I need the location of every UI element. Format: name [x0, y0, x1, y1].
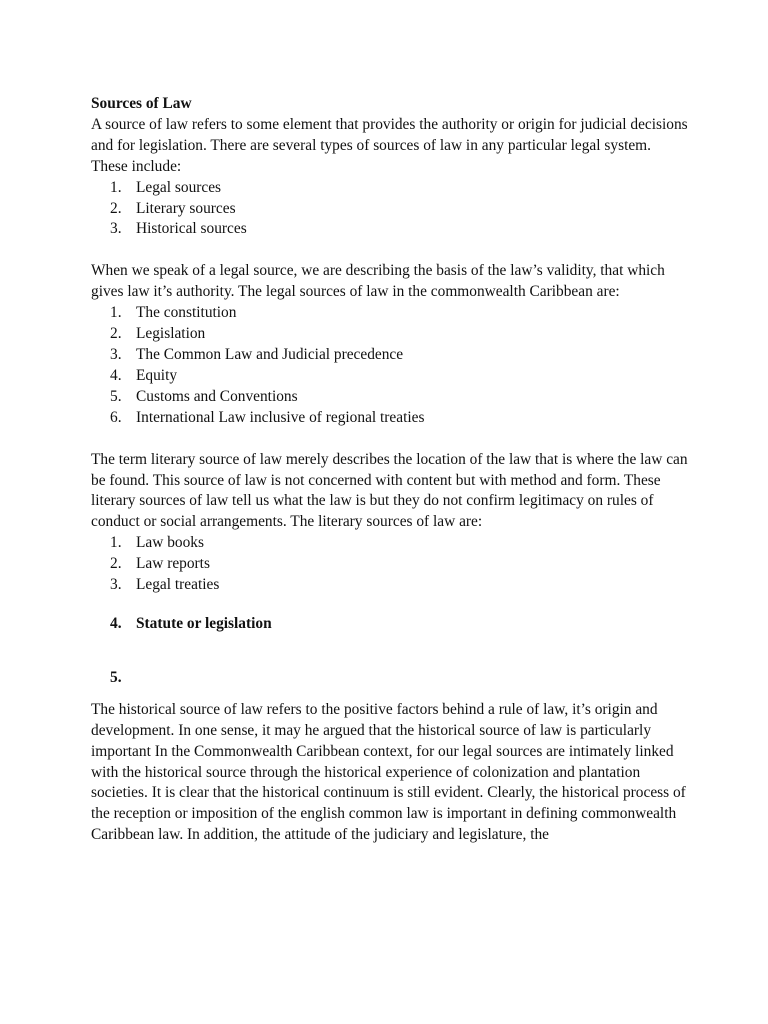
bold-list [91, 614, 691, 635]
list-item: 1. Legal sources [110, 178, 222, 196]
legal-source-paragraph: When we speak of a legal source, we are describing the basis of the law’s validity, that which gives law it’s authority. The legal sources of law in the commonwealth Caribbean are: [91, 262, 665, 301]
section-title: Sources of Law [91, 95, 192, 112]
list-item: 4. Statute or legislation [110, 614, 272, 632]
list-item: 6. International Law inclusive of regional treaties [110, 408, 425, 426]
list-item: 1. Law books [110, 534, 204, 552]
literary-source-paragraph: The term literary source of law merely describes the location of the law that is where the law can be found. This source of law is not concerned with content but with method and form. These literary sources of law tell us what the law is but they do not confirm legitimacy on rules of conduct or social arrangements. The literary sources of law are: [91, 450, 688, 531]
list-item: 4. Equity [110, 366, 178, 384]
list-item: 1. The constitution [110, 304, 237, 322]
list-item: 2. Legislation [110, 325, 206, 343]
document-page: Sources of Law A source of law refers to some element that provides the authority or origin for judicial decisions and for legislation. There are several types of sources of law in any particular legal system. These include: 1. Legal sources 2. Literary sources 3. Historical sources When we speak of a legal source, we are describing the basis of the law’s validity, that which gives law it’s authority. The legal sources of law in the commonwealth Caribbean are: 1. The constitution 2. Legislation 3. The Common Law and Judicial precedence 4. Equity 5. Customs and Conventions 6. International Law inclusive of regional treaties The term literary source of law merely describes the location of the law that is where the law can be found. This source of law is not concerned with content but with method and form. These literary sources of law tell us what the law is but they do not confirm legitimacy on rules of conduct or social arrangements. The literary sources of law are: 1. Law books 2. Law reports 3. Legal treaties 4. Statute or legislation 5. The historical source of law refers to the positive factors behind a rule of law, it’s origin and development. In one sense, it may he argued that the historical source of law is particularly important In the Commonwealth Caribbean context, for our legal sources are intimately linked with the historical source through the historical experience of colonization and plantation societies. It is clear that the historical continuum is still evident. Clearly, the historical process of the reception or imposition of the english common law is important in defining commonwealth Caribbean law. In addition, the attitude of the judiciary and legislature, the [91, 94, 691, 846]
list-item: 5. Customs and Conventions [110, 387, 298, 405]
source-types-list [91, 178, 691, 241]
historical-source-paragraph: The historical source of law refers to the positive factors behind a rule of law, it’s origin and development. In one sense, it may he argued that the historical source of law is particularly important In the Commonwealth Caribbean context, for our legal sources are intimately linked with the historical source through the historical experience of colonization and plantation societies. It is clear that the historical continuum is still evident. Clearly, the historical process of the reception or imposition of the english common law is important in defining commonwealth Caribbean law. In addition, the attitude of the judiciary and legislature, the [91, 700, 686, 844]
legal-sources-list [91, 303, 691, 428]
list-item: 3. Historical sources [110, 220, 247, 238]
list-item: 3. The Common Law and Judicial precedence [110, 345, 404, 363]
list-item: 2. Literary sources [110, 199, 236, 217]
intro-paragraph: A source of law refers to some element that provides the authority or origin for judicial decisions and for legislation. There are several types of sources of law in any particular legal system. These include: [91, 115, 688, 175]
list-item: 3. Legal treaties [110, 576, 220, 594]
literary-sources-list [91, 533, 691, 596]
list-item: 2. Law reports [110, 555, 210, 573]
